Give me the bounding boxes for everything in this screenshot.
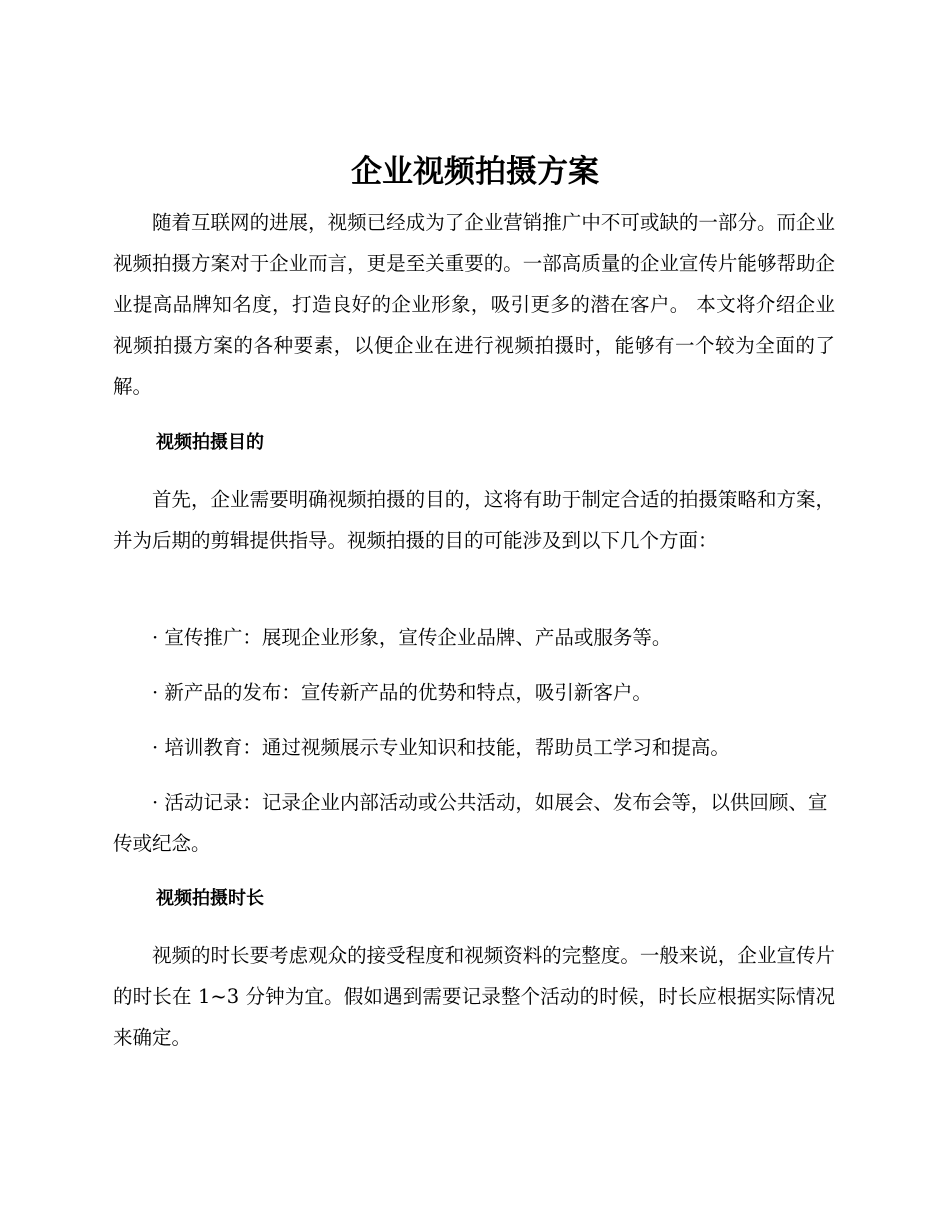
purpose-bullet-product-launch: · 新产品的发布：宣传新产品的优势和特点，吸引新客户。 xyxy=(152,681,652,704)
purpose-bullet-promotion: · 宣传推广：展现企业形象，宣传企业品牌、产品或服务等。 xyxy=(152,626,672,649)
duration-paragraph: 视频的时长要考虑观众的接受程度和视频资料的完整度。一般来说，企业宣传片的时长在 1~3 分钟为宜。假如遇到需要记录整个活动的时候，时长应根据实际情况来确定。 xyxy=(113,944,835,1049)
purpose-paragraph: 首先，企业需要明确视频拍摄的目的，这将有助于制定合适的拍摄策略和方案，并为后期的剪辑提供指导。视频拍摄的目的可能涉及到以下几个方面： xyxy=(113,488,835,552)
page-title: 企业视频拍摄方案 xyxy=(351,154,599,190)
section-heading-duration: 视频拍摄时长 xyxy=(156,888,264,909)
purpose-bullet-event-record: · 活动记录：记录企业内部活动或公共活动，如展会、发布会等，以供回顾、宣传或纪念。 xyxy=(113,791,828,855)
section-heading-purpose: 视频拍摄目的 xyxy=(156,432,264,453)
purpose-bullet-training: · 培训教育：通过视频展示专业知识和技能，帮助员工学习和提高。 xyxy=(152,736,730,759)
intro-paragraph: 随着互联网的进展，视频已经成为了企业营销推广中不可或缺的一部分。而企业视频拍摄方案对于企业而言，更是至关重要的。一部高质量的企业宣传片能够帮助企业提高品牌知名度，打造良好的企业形象，吸引更多的潜在客户。 本文将介绍企业视频拍摄方案的各种要素，以便企业在进行视频拍摄时，能够有一个较为全面的了解。 xyxy=(113,211,835,398)
